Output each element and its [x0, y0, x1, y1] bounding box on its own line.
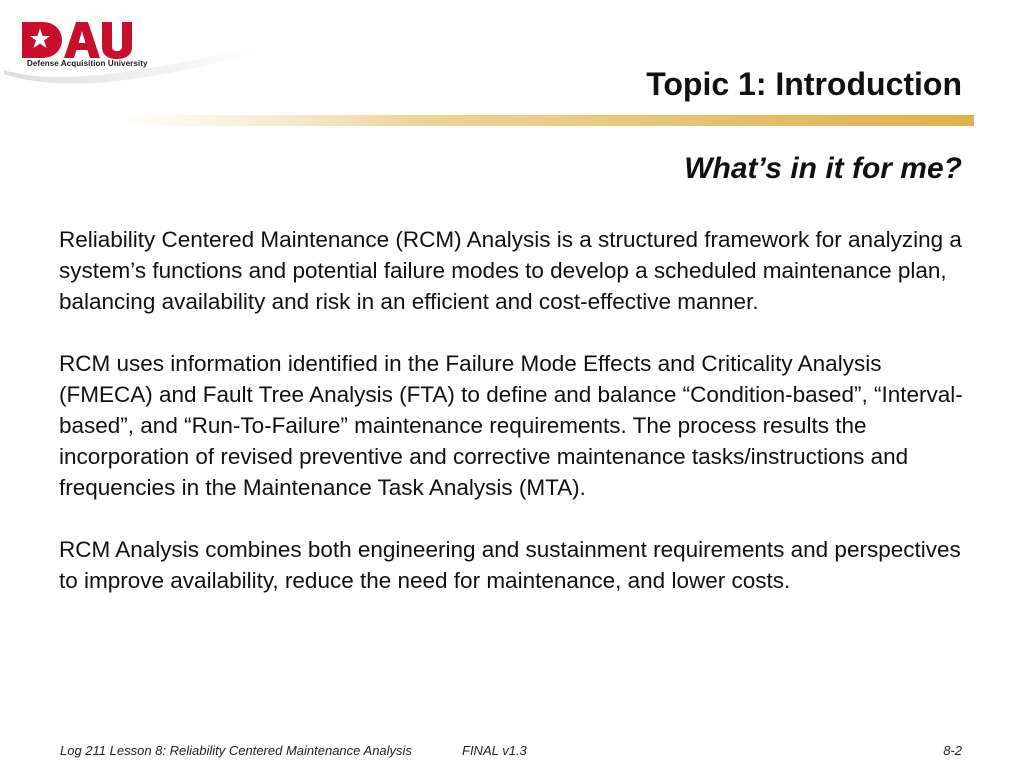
- title-underline-bar: [110, 112, 974, 128]
- footer-page-number: 8-2: [943, 743, 962, 758]
- paragraph-3: RCM Analysis combines both engineering and sustainment requirements and perspectives to improve availability, reduce the need for maintenance, and lower costs.: [59, 537, 961, 593]
- footer-version: FINAL v1.3: [462, 743, 527, 758]
- subtitle: What’s in it for me?: [684, 152, 962, 185]
- paragraph-2: RCM uses information identified in the Failure Mode Effects and Criticality Analysis (FMECA) and Fault Tree Analysis (FTA) to define and balance “Condition-based”, “Interval-based”, and “Run-To-Failure” maintenance requirements. The process results the incorporation of revised preventive and corrective maintenance tasks/instructions and frequencies in the Maintenance Task Analysis (MTA).: [59, 351, 963, 500]
- page-title: Topic 1: Introduction: [646, 66, 962, 102]
- dau-logo-graphic: [0, 0, 320, 95]
- body-text: [59, 224, 969, 627]
- dau-logo: [0, 0, 320, 95]
- paragraph-1: Reliability Centered Maintenance (RCM) Analysis is a structured framework for analyzing a system’s functions and potential failure modes to develop a scheduled maintenance plan, balancing availability and risk in an efficient and cost-effective manner.: [59, 227, 962, 314]
- logo-caption: Defense Acquisition University: [27, 59, 148, 68]
- footer-course: Log 211 Lesson 8: Reliability Centered Maintenance Analysis: [60, 743, 412, 758]
